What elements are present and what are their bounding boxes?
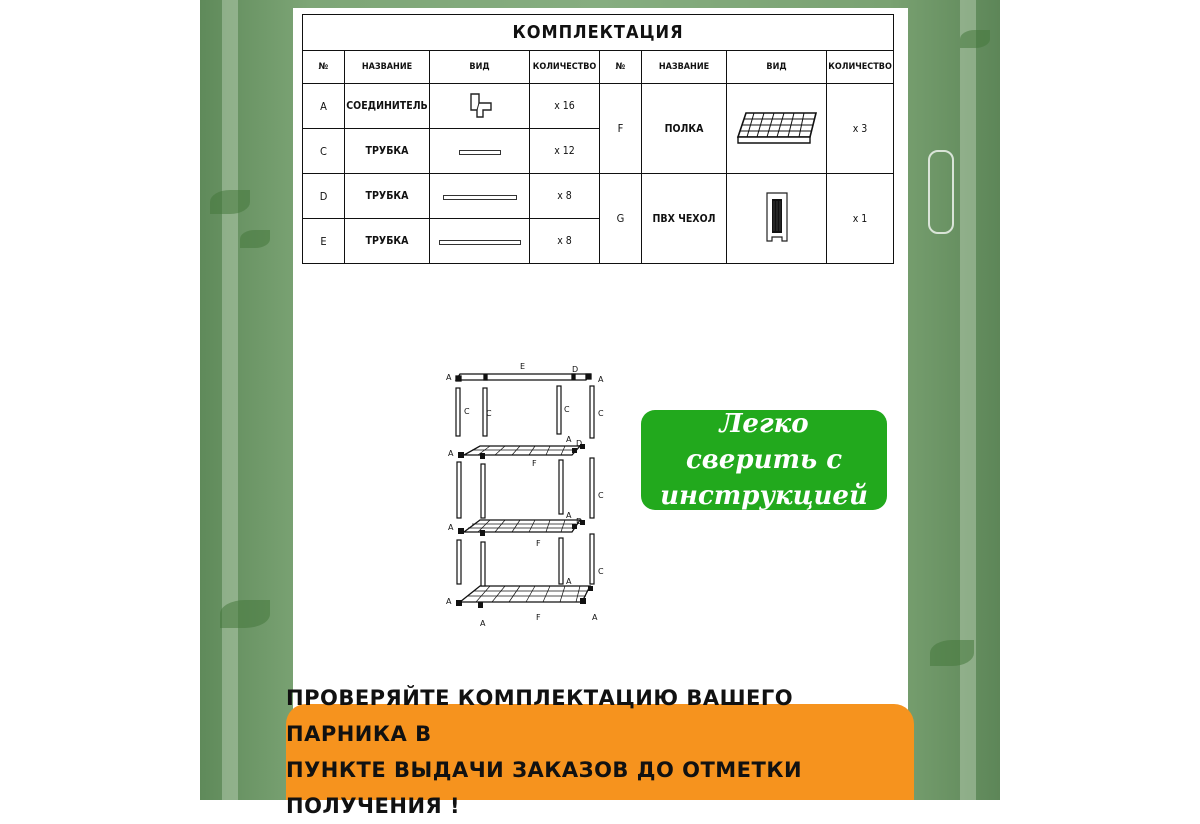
tube-c (456, 386, 594, 438)
item-id: E (303, 219, 345, 264)
item-qty: x 8 (530, 219, 600, 264)
column-header: ВИД (727, 51, 827, 84)
label-a: A (448, 449, 454, 458)
table-row (303, 84, 894, 129)
label-d: D (576, 439, 583, 448)
item-qty: x 8 (530, 174, 600, 219)
label-c: C (564, 405, 570, 414)
label-f: F (536, 613, 541, 622)
label-a: A (598, 375, 604, 384)
label-c: C (598, 567, 604, 576)
warning-banner (286, 686, 914, 818)
item-id: C (303, 129, 345, 174)
label-a: A (592, 613, 598, 622)
label-a: A (480, 619, 486, 628)
tube-icon (430, 129, 530, 174)
plant-leaf (930, 640, 974, 666)
label-a: A (446, 373, 452, 382)
connector-icon (430, 84, 530, 129)
item-id: D (303, 174, 345, 219)
label-e: E (520, 362, 526, 371)
plant-leaf (220, 600, 270, 628)
components-table (302, 14, 894, 264)
label-a: A (446, 597, 452, 606)
item-name: ПОЛКА (642, 84, 727, 174)
item-name: ПВХ ЧЕХОЛ (642, 174, 727, 264)
plant-leaf (960, 30, 990, 48)
column-header: КОЛИЧЕСТВО (827, 51, 894, 84)
banner-text-line2: ПУНКТЕ ВЫДАЧИ ЗАКАЗОВ ДО ОТМЕТКИ ПОЛУЧЕНИЯ ! (286, 758, 803, 818)
label-a: A (566, 577, 572, 586)
label-f: F (536, 539, 541, 548)
column-header: КОЛИЧЕСТВО (530, 51, 600, 84)
item-name: ТРУБКА (345, 174, 430, 219)
label-d: D (576, 517, 583, 526)
label-c: C (464, 407, 470, 416)
tube-icon (430, 174, 530, 219)
plant-leaf (240, 230, 270, 248)
label-d: D (572, 365, 579, 374)
item-qty: x 16 (530, 84, 600, 129)
item-id: F (600, 84, 642, 174)
assembly-diagram (440, 358, 620, 630)
top-frame (456, 374, 591, 381)
label-a: A (448, 523, 454, 532)
column-header: № (600, 51, 642, 84)
item-name: ТРУБКА (345, 129, 430, 174)
label-a: A (566, 435, 572, 444)
column-header: ВИД (430, 51, 530, 84)
plant-leaf (210, 190, 250, 214)
label-c: C (598, 409, 604, 418)
item-qty: x 1 (827, 174, 894, 264)
item-qty: x 12 (530, 129, 600, 174)
column-header: № (303, 51, 345, 84)
label-c: C (598, 491, 604, 500)
window-handle (928, 150, 954, 234)
window-frame (222, 0, 238, 800)
label-f: F (532, 459, 537, 468)
item-qty: x 3 (827, 84, 894, 174)
banner-text-line1: ПРОВЕРЯЙТЕ КОМПЛЕКТАЦИЮ ВАШЕГО ПАРНИКА В (286, 686, 794, 746)
pvc-cover-icon (727, 174, 827, 264)
item-name: ТРУБКА (345, 219, 430, 264)
item-id: A (303, 84, 345, 129)
column-header: НАЗВАНИЕ (345, 51, 430, 84)
label-a: A (566, 511, 572, 520)
tube-icon (430, 219, 530, 264)
item-id: G (600, 174, 642, 264)
table-title: КОМПЛЕКТАЦИЯ (303, 15, 894, 51)
easy-check-badge (641, 410, 887, 510)
badge-text-line2: инструкцией (660, 481, 868, 511)
shelf-icon (727, 84, 827, 174)
table-row (303, 174, 894, 219)
item-name: СОЕДИНИТЕЛЬ (345, 84, 430, 129)
badge-text-line1: Легко сверить с (685, 409, 843, 475)
column-header: НАЗВАНИЕ (642, 51, 727, 84)
connector-a (456, 444, 593, 608)
window-frame (960, 0, 976, 800)
label-c: C (486, 409, 492, 418)
